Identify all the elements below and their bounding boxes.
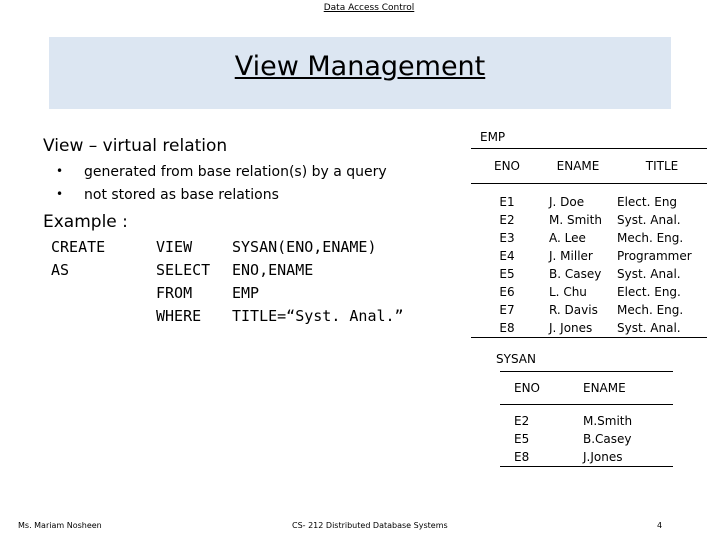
sql-keyword: AS bbox=[51, 261, 70, 279]
bullet-icon: • bbox=[56, 187, 64, 201]
table-row: E4 J. Miller Programmer bbox=[499, 249, 692, 263]
lead-text: View – virtual relation bbox=[43, 136, 228, 156]
table-row: E6 L. Chu Elect. Eng. bbox=[499, 285, 681, 299]
table-row: E5 B.Casey bbox=[514, 432, 632, 446]
table-row: E2 M. Smith Syst. Anal. bbox=[499, 213, 681, 227]
sql-clause: ENO,ENAME bbox=[232, 261, 314, 279]
table-row: E7 R. Davis Mech. Eng. bbox=[499, 303, 684, 317]
sql-block bbox=[0, 236, 460, 336]
column-header: ENO bbox=[500, 372, 571, 405]
sql-clause: EMP bbox=[232, 284, 260, 302]
emp-table-label: EMP bbox=[480, 130, 506, 144]
sql-keyword: FROM bbox=[156, 284, 193, 302]
header-top-label: Data Access Control bbox=[323, 3, 415, 13]
example-label: Example : bbox=[43, 212, 128, 232]
column-header: ENO bbox=[471, 149, 543, 184]
emp-table bbox=[471, 148, 707, 338]
column-header: ENAME bbox=[543, 149, 613, 184]
table-row: E5 B. Casey Syst. Anal. bbox=[499, 267, 681, 281]
column-header: TITLE bbox=[613, 149, 707, 184]
sql-keyword: CREATE bbox=[51, 238, 106, 256]
sysan-table bbox=[500, 371, 673, 467]
sysan-table-label: SYSAN bbox=[496, 352, 536, 366]
title-banner bbox=[49, 37, 671, 109]
table-header-row bbox=[471, 149, 707, 184]
column-header: ENAME bbox=[571, 372, 673, 405]
page-number: 4 bbox=[657, 521, 663, 530]
sql-keyword: WHERE bbox=[156, 307, 202, 325]
bullet-list bbox=[56, 162, 387, 208]
slide-title: View Management bbox=[234, 51, 486, 82]
sql-keyword: VIEW bbox=[156, 238, 193, 256]
bullet-icon: • bbox=[56, 164, 64, 178]
table-row: E2 M.Smith bbox=[514, 414, 633, 428]
table-row: E8 J.Jones bbox=[500, 448, 673, 467]
sql-clause: SYSAN(ENO,ENAME) bbox=[232, 238, 377, 256]
table-row: E3 A. Lee Mech. Eng. bbox=[499, 231, 684, 245]
footer-author: Ms. Mariam Nosheen bbox=[18, 521, 102, 530]
table-row: E1 J. Doe Elect. Eng bbox=[499, 195, 678, 209]
table-row: E8 J. Jones Syst. Anal. bbox=[471, 319, 707, 338]
sql-keyword: SELECT bbox=[156, 261, 211, 279]
bullet-item: • generated from base relation(s) by a query bbox=[56, 162, 387, 185]
footer-course: CS- 212 Distributed Database Systems bbox=[292, 521, 448, 530]
sql-clause: TITLE=“Syst. Anal.” bbox=[232, 307, 404, 325]
table-header-row bbox=[500, 372, 673, 405]
bullet-item: • not stored as base relations bbox=[56, 185, 387, 208]
